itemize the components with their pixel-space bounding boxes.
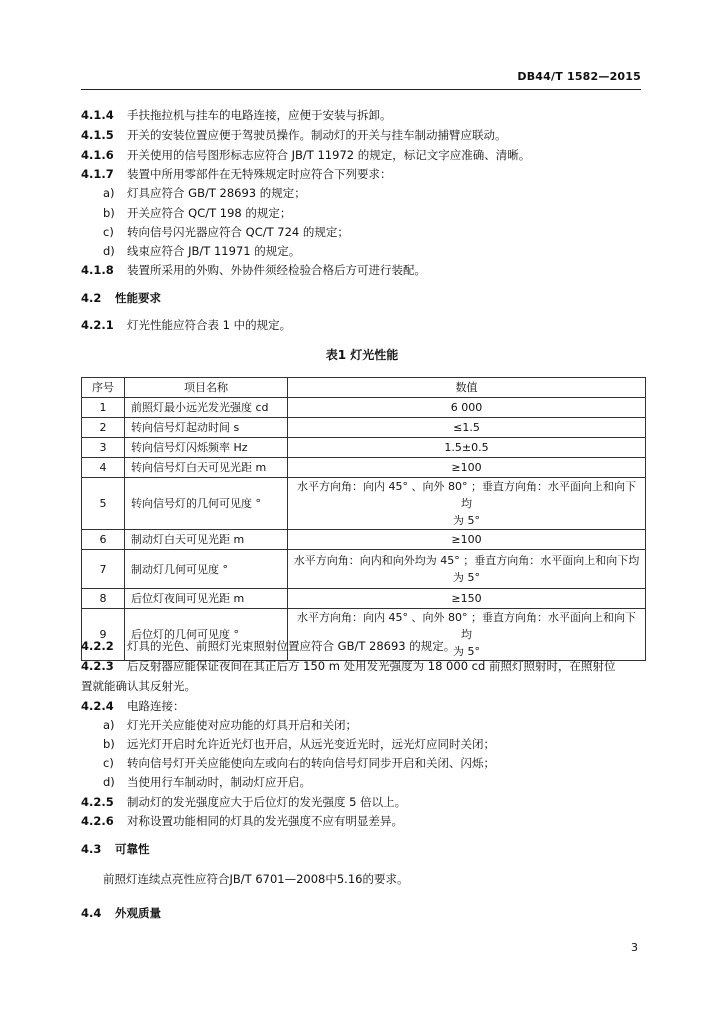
list-marker: d) <box>103 775 115 789</box>
clause-number: 4.2.1 <box>81 318 114 332</box>
list-text: 灯具应符合 GB/T 28693 的规定； <box>127 186 306 200</box>
section-heading-4-4 <box>81 905 161 921</box>
table-header-row <box>82 378 646 398</box>
list-text: 远光灯开启时允许近光灯也开启，从远光变近光时，远光灯应同时关闭； <box>127 737 495 751</box>
clause-number: 4.2.2 <box>81 639 114 653</box>
list-item <box>103 185 306 201</box>
row-item: 后位灯的几何可见度 ° <box>125 609 288 661</box>
row-item: 制动灯几何可见度 ° <box>125 550 288 589</box>
document-code: DB44/T 1582—2015 <box>517 70 641 83</box>
row-item: 转向信号灯的几何可见度 ° <box>125 478 288 530</box>
clause-4-2-4 <box>81 698 185 714</box>
row-value: ≤1.5 <box>288 418 646 438</box>
list-text: 线束应符合 JB/T 11971 的规定。 <box>127 244 301 258</box>
clause-4-1-4 <box>81 107 392 123</box>
list-marker: b) <box>103 206 115 220</box>
row-index: 7 <box>82 550 125 589</box>
clause-text: 开关的安装位置应便于驾驶员操作。制动灯的开关与挂车制动捕臂应联动。 <box>127 128 507 142</box>
row-item: 后位灯夜间可见光距 m <box>125 589 288 609</box>
page-number: 3 <box>631 941 638 954</box>
row-value <box>288 550 646 589</box>
list-text: 转向信号灯开关应能使向左或向右的转向信号灯同步开启和关闭、闪烁； <box>127 756 495 770</box>
row-item: 转向信号灯白天可见光距 m <box>125 458 288 478</box>
row-value: ≥150 <box>288 589 646 609</box>
clause-text: 制动灯的发光强度应大于后位灯的发光强度 5 倍以上。 <box>127 795 407 809</box>
clause-number: 4.2.6 <box>81 814 114 828</box>
row-index: 6 <box>82 530 125 550</box>
row-index: 4 <box>82 458 125 478</box>
row-index: 8 <box>82 589 125 609</box>
table-row <box>82 589 646 609</box>
table-row <box>82 478 646 530</box>
section-title: 可靠性 <box>115 842 150 856</box>
list-marker: d) <box>103 244 115 258</box>
table-row <box>82 418 646 438</box>
section-heading-4-3 <box>81 841 150 857</box>
row-item: 转向信号灯起动时间 s <box>125 418 288 438</box>
list-item <box>103 224 349 240</box>
clause-number: 4.2.4 <box>81 699 114 713</box>
list-marker: c) <box>103 225 114 239</box>
clause-text: 装置所采用的外购、外协件须经检验合格后方可进行装配。 <box>127 263 426 277</box>
clause-4-1-8 <box>81 262 426 278</box>
section-number: 4.3 <box>81 842 102 856</box>
row-value-line: 为 5° <box>453 514 480 527</box>
row-item: 转向信号灯闪烁频率 Hz <box>125 438 288 458</box>
row-value: 6 000 <box>288 398 646 418</box>
list-text: 当使用行车制动时，制动灯应开启。 <box>127 775 311 789</box>
list-marker: a) <box>103 718 115 732</box>
row-index: 5 <box>82 478 125 530</box>
section-number: 4.4 <box>81 906 102 920</box>
list-marker: b) <box>103 737 115 751</box>
clause-4-1-7 <box>81 166 392 182</box>
clause-number: 4.1.7 <box>81 167 114 181</box>
clause-4-2-3-continuation: 置就能确认其反射光。 <box>81 679 196 693</box>
clause-text: 后反射器应能保证夜间在其正后方 150 m 处用发光强度为 18 000 cd 前照灯照射时，在照射位 <box>127 659 616 673</box>
row-value: ≥100 <box>288 530 646 550</box>
list-marker: c) <box>103 756 114 770</box>
row-value-line: 水平方向角：向内 45° 、向外 80° ；垂直方向角：水平面向上和向下均 <box>297 480 636 510</box>
table-row <box>82 398 646 418</box>
table-row <box>82 530 646 550</box>
clause-number: 4.1.5 <box>81 128 114 142</box>
list-item <box>103 755 495 771</box>
list-item <box>103 717 357 733</box>
clause-4-2-3 <box>81 658 615 674</box>
section-title: 性能要求 <box>115 291 161 305</box>
section-title: 外观质量 <box>115 906 161 920</box>
header-value: 数值 <box>288 378 646 398</box>
clause-number: 4.2.5 <box>81 795 114 809</box>
row-value <box>288 478 646 530</box>
clause-number: 4.1.8 <box>81 263 114 277</box>
list-item <box>103 736 495 752</box>
row-item: 制动灯白天可见光距 m <box>125 530 288 550</box>
clause-text: 装置中所用零部件在无特殊规定时应符合下列要求： <box>127 167 392 181</box>
clause-number: 4.1.6 <box>81 148 114 162</box>
row-index: 2 <box>82 418 125 438</box>
clause-4-1-5 <box>81 127 507 143</box>
section-heading-4-2 <box>81 290 161 306</box>
list-text: 开关应符合 QC/T 198 的规定； <box>127 206 292 220</box>
list-item <box>103 774 311 790</box>
row-value-line: 为 5° <box>453 645 480 658</box>
row-value-line: 水平方向角：向内 45° 、向外 80° ；垂直方向角：水平面向上和向下均 <box>297 611 636 641</box>
clause-4-2-6 <box>81 813 403 829</box>
clause-text: 对称设置功能相同的灯具的发光强度不应有明显差异。 <box>127 814 403 828</box>
clause-4-2-2 <box>81 638 455 654</box>
clause-text: 电路连接： <box>127 699 185 713</box>
row-index: 3 <box>82 438 125 458</box>
list-marker: a) <box>103 186 115 200</box>
row-value: ≥100 <box>288 458 646 478</box>
header-rule <box>81 89 641 90</box>
reliability-body: 前照灯连续点亮性应符合JB/T 6701—2008中5.16的要求。 <box>103 872 409 886</box>
clause-4-2-1 <box>81 317 291 333</box>
row-value: 1.5±0.5 <box>288 438 646 458</box>
list-text: 转向信号闪光器应符合 QC/T 724 的规定； <box>127 225 349 239</box>
header-item: 项目名称 <box>125 378 288 398</box>
row-index: 9 <box>82 609 125 661</box>
row-value-line: 水平方向角：向内和向外均为 45° ；垂直方向角：水平面向上和向下均 <box>293 554 640 567</box>
clause-text: 灯光性能应符合表 1 中的规定。 <box>127 318 292 332</box>
clause-text: 灯具的光色、前照灯光束照射位置应符合 GB/T 28693 的规定。 <box>127 639 456 653</box>
table-title: 表1 灯光性能 <box>325 348 399 362</box>
clause-number: 4.1.4 <box>81 108 114 122</box>
light-performance-table <box>81 377 646 661</box>
list-item <box>103 243 300 259</box>
row-value-line: 为 5° <box>453 571 480 584</box>
list-item <box>103 205 291 221</box>
table-row <box>82 438 646 458</box>
row-index: 1 <box>82 398 125 418</box>
header-index: 序号 <box>82 378 125 398</box>
list-text: 灯光开关应能使对应功能的灯具开启和关闭； <box>127 718 357 732</box>
table-row <box>82 550 646 589</box>
table-row <box>82 458 646 478</box>
clause-4-2-5 <box>81 794 406 810</box>
clause-4-1-6 <box>81 147 530 163</box>
row-item: 前照灯最小远光发光强度 cd <box>125 398 288 418</box>
clause-number: 4.2.3 <box>81 659 114 673</box>
clause-text: 开关使用的信号图形标志应符合 JB/T 11972 的规定，标记文字应准确、清晰。 <box>127 148 531 162</box>
clause-text: 手扶拖拉机与挂车的电路连接，应便于安装与拆卸。 <box>127 108 392 122</box>
section-number: 4.2 <box>81 291 102 305</box>
